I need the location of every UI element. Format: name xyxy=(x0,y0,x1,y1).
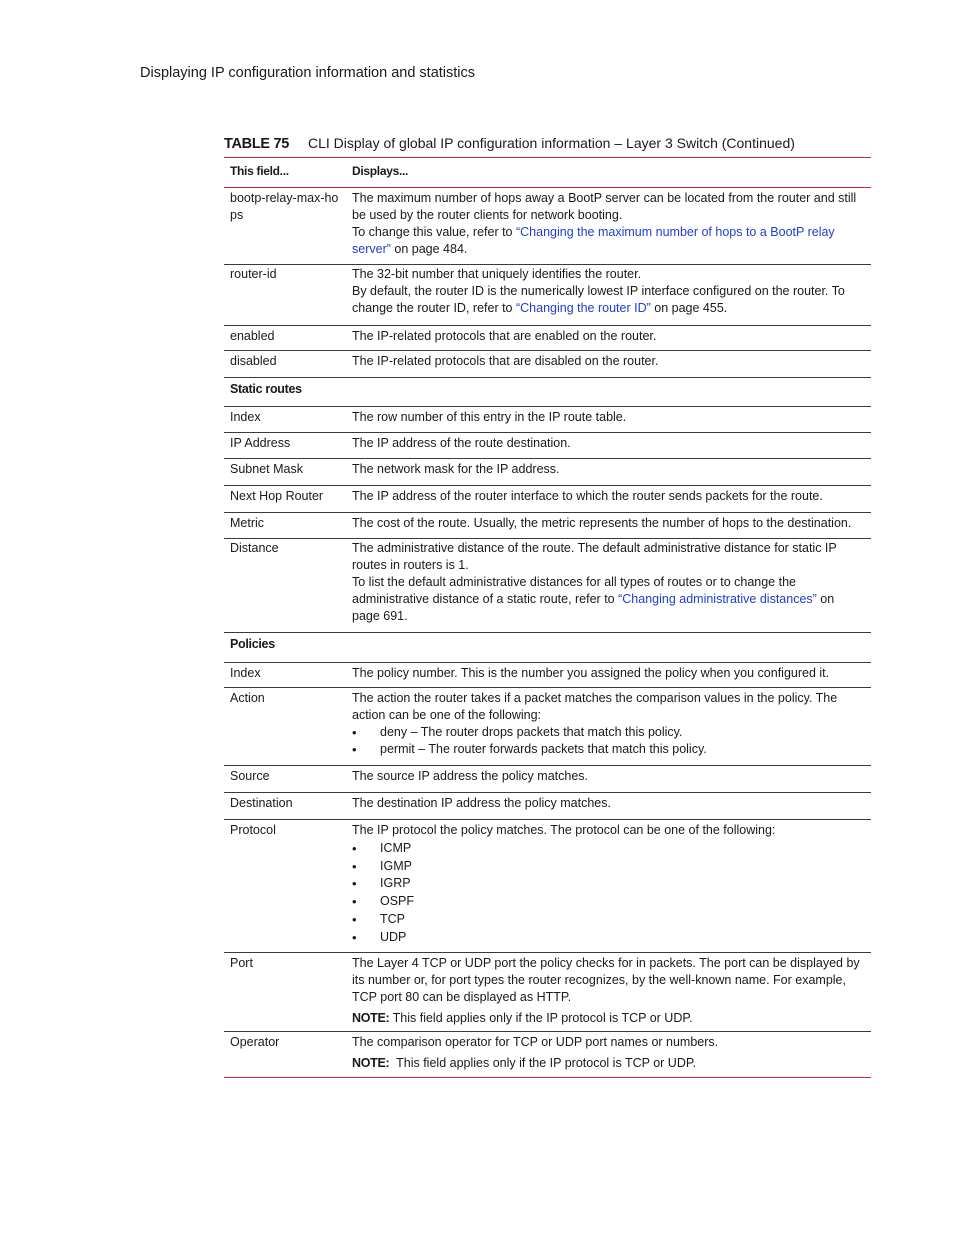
table-row xyxy=(224,765,871,792)
table-header-row xyxy=(224,158,871,187)
table-row xyxy=(224,792,871,819)
table-row xyxy=(224,187,871,264)
header-field: This field... xyxy=(230,164,289,178)
field-cell: Port xyxy=(230,956,253,970)
description-cell xyxy=(346,820,871,952)
description-text: The administrative distance of the route. The default administrative distance for static IP routes in routers is 1. xyxy=(352,541,837,572)
description-cell xyxy=(346,188,871,264)
field-cell: Index xyxy=(230,666,261,680)
table-row xyxy=(224,264,871,325)
description-cell: The row number of this entry in the IP route table. xyxy=(352,410,627,424)
bullet-item xyxy=(352,858,865,876)
field-cell: Protocol xyxy=(230,823,276,837)
field-cell: Subnet Mask xyxy=(230,462,303,476)
bullet-text: deny – The router drops packets that match this policy. xyxy=(380,725,683,739)
field-cell: Destination xyxy=(230,796,293,810)
bullet-item xyxy=(352,875,865,893)
description-cell: The IP-related protocols that are disabled on the router. xyxy=(352,354,659,368)
table-row xyxy=(224,1031,871,1077)
section-row xyxy=(224,377,871,406)
description-cell: The cost of the route. Usually, the metric represents the number of hops to the destination. xyxy=(352,516,852,530)
bullet-icon: • xyxy=(352,876,357,892)
field-cell: Metric xyxy=(230,516,265,530)
description-cell: The IP address of the route destination. xyxy=(352,436,571,450)
bullet-icon: • xyxy=(352,725,357,740)
description-cell xyxy=(346,688,871,765)
note-text: This field applies only if the IP protocol is TCP or UDP. xyxy=(396,1056,697,1070)
description-text: The maximum number of hops away a BootP server can be located from the router and still be used by the router clients for network booting. xyxy=(352,191,857,222)
running-head: Displaying IP configuration information and statistics xyxy=(140,65,476,81)
section-heading-policies: Policies xyxy=(230,637,275,651)
field-cell: router-id xyxy=(230,267,277,281)
field-cell: IP Address xyxy=(230,436,291,450)
bullet-item xyxy=(352,893,865,911)
cross-reference-link[interactable]: “Changing the router ID” xyxy=(515,301,651,315)
description-cell: The policy number. This is the number you assigned the policy when you configured it. xyxy=(352,666,830,680)
description-text: By default, the router ID is the numerically lowest IP interface configured on the router. To change the router ID, refer to xyxy=(352,284,845,315)
bullet-item xyxy=(352,741,865,758)
table-row xyxy=(224,687,871,765)
table-row xyxy=(224,432,871,458)
field-cell: Action xyxy=(230,691,265,705)
description-text: The action the router takes if a packet matches the comparison values in the policy. The action can be one of the following: xyxy=(352,691,838,722)
table-row xyxy=(224,952,871,1031)
field-cell: Index xyxy=(230,410,261,424)
table-row xyxy=(224,458,871,485)
description-text: on page 691. xyxy=(352,592,835,623)
field-cell: Next Hop Router xyxy=(230,489,324,503)
cross-reference-link[interactable]: “Changing the maximum number of hops to a BootP relay server” xyxy=(352,225,835,256)
bullet-icon: • xyxy=(352,840,357,856)
table-row xyxy=(224,350,871,377)
table-row xyxy=(224,538,871,632)
description-cell xyxy=(346,1032,871,1077)
bullet-item xyxy=(352,929,865,947)
table-row xyxy=(224,819,871,952)
description-text: The comparison operator for TCP or UDP port names or numbers. xyxy=(352,1035,719,1049)
description-cell xyxy=(346,265,871,325)
field-cell: Source xyxy=(230,769,270,783)
description-text: The 32-bit number that uniquely identifies the router. xyxy=(352,267,642,281)
section-heading-static-routes: Static routes xyxy=(230,382,302,396)
note-label: NOTE: xyxy=(352,1056,390,1070)
table-caption xyxy=(224,135,871,152)
description-cell: The IP address of the router interface to which the router sends packets for the route. xyxy=(352,489,823,503)
bullet-text: permit – The router forwards packets that match this policy. xyxy=(380,742,707,756)
field-cell: Distance xyxy=(230,541,279,555)
bullet-text: UDP xyxy=(380,929,407,944)
bullet-item xyxy=(352,911,865,929)
table-row xyxy=(224,512,871,538)
bullet-text: IGMP xyxy=(380,858,412,873)
table-title: CLI Display of global IP configuration information – Layer 3 Switch (Continued) xyxy=(308,135,795,151)
table xyxy=(224,157,871,1078)
description-cell: The destination IP address the policy matches. xyxy=(352,796,611,810)
bullet-text: ICMP xyxy=(380,840,412,855)
bullet-text: OSPF xyxy=(380,894,415,909)
note-label: NOTE: xyxy=(352,1011,390,1025)
note-text: This field applies only if the IP protocol is TCP or UDP. xyxy=(392,1011,693,1025)
description-cell: The IP-related protocols that are enabled on the router. xyxy=(352,329,657,343)
bullet-icon: • xyxy=(352,742,357,757)
bullet-icon: • xyxy=(352,911,357,927)
table-label: TABLE 75 xyxy=(224,136,290,152)
field-cell: bootp-relay-max-hops xyxy=(230,191,339,222)
header-displays: Displays... xyxy=(352,164,409,178)
description-text: on page 455. xyxy=(650,301,728,315)
description-cell xyxy=(346,539,871,632)
bullet-icon: • xyxy=(352,858,357,874)
bullet-text: TCP xyxy=(380,911,405,926)
description-text: To change this value, refer to xyxy=(352,225,516,239)
description-text: To list the default administrative distances for all types of routes or to change the administrative distance of a static route, refer to xyxy=(352,575,796,606)
bullet-item xyxy=(352,840,865,858)
table-row xyxy=(224,662,871,687)
table-row xyxy=(224,485,871,512)
table-row xyxy=(224,406,871,432)
table-row xyxy=(224,325,871,350)
bullet-icon: • xyxy=(352,929,357,945)
bullet-icon: • xyxy=(352,894,357,910)
field-cell: disabled xyxy=(230,354,277,368)
cross-reference-link[interactable]: “Changing administrative distances” xyxy=(618,592,817,606)
section-row xyxy=(224,632,871,662)
description-text: The Layer 4 TCP or UDP port the policy checks for in packets. The port can be displayed by its number or, for port types the router recognizes, by the well-known name. For example, TCP port 80 can be displayed as HTTP. xyxy=(352,956,860,1004)
description-text: The IP protocol the policy matches. The protocol can be one of the following: xyxy=(352,823,776,837)
description-cell: The network mask for the IP address. xyxy=(352,462,560,476)
field-cell: enabled xyxy=(230,329,275,343)
bullet-item xyxy=(352,724,865,741)
bullet-text: IGRP xyxy=(380,876,411,891)
description-text: on page 484. xyxy=(390,242,468,256)
description-cell xyxy=(346,953,871,1031)
description-cell: The source IP address the policy matches. xyxy=(352,769,588,783)
field-cell: Operator xyxy=(230,1035,280,1049)
